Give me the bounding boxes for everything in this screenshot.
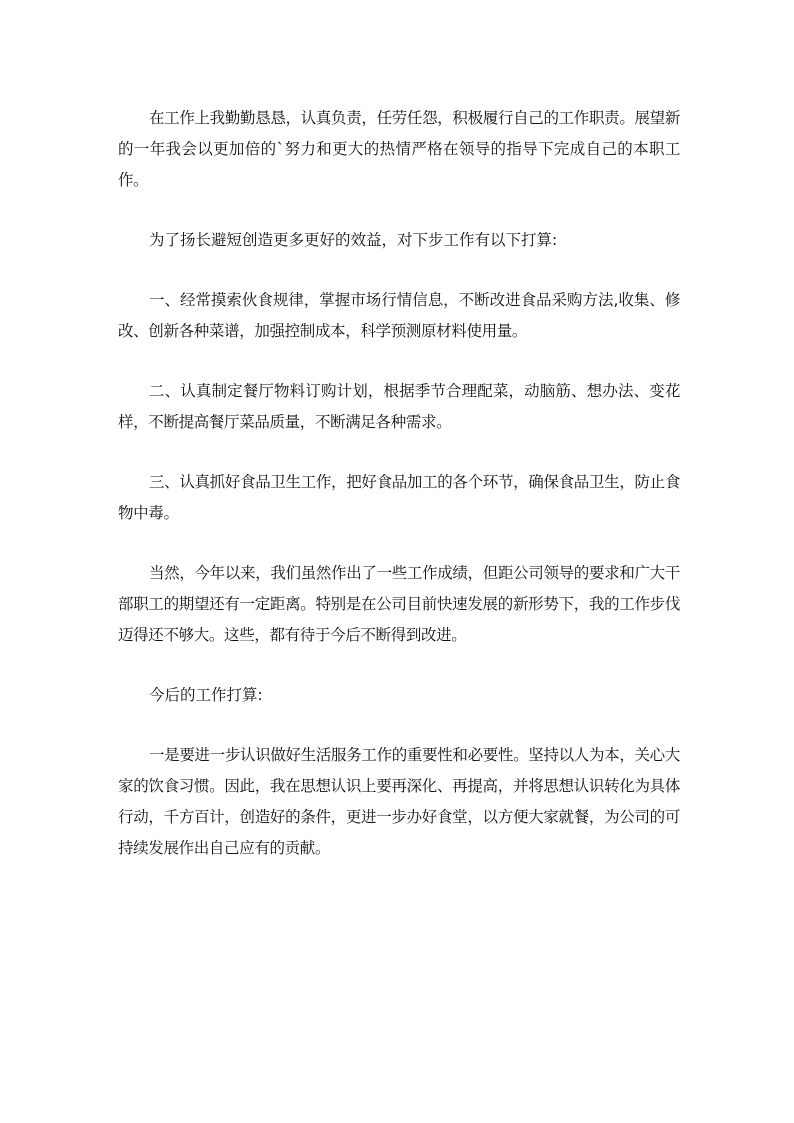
paragraph-future-plan-1: 一是要进一步认识做好生活服务工作的重要性和必要性。坚持以人为本，关心大家的饮食习惯。因此，我在思想认识上要再深化、再提高，并将思想认识转化为具体行动，千方百计，创造好的条件，更进一步办好食堂，以方便大家就餐，为公司的可持续发展作出自己应有的贡献。 (118, 746, 680, 857)
paragraph-plan-intro: 为了扬长避短创造更多更好的效益，对下步工作有以下打算: (149, 231, 558, 249)
document-body (118, 103, 680, 893)
paragraph-work-attitude: 在工作上我勤勤恳恳，认真负责，任劳任怨，积极履行自己的工作职责。展望新的一年我会以更加倍的`努力和更大的热情严格在领导的指导下完成自己的本职工作。 (118, 109, 680, 189)
paragraph-shortcomings: 当然，今年以来，我们虽然作出了一些工作成绩，但距公司领导的要求和广大干部职工的期望还有一定距离。特别是在公司目前快速发展的新形势下，我的工作步伐迈得还不够大。这些，都有待于今后不断得到改进。 (118, 564, 680, 644)
paragraph-plan-item-2: 二、认真制定餐厅物料订购计划，根据季节合理配菜，动脑筋、想办法、变花样，不断提高餐厅菜品质量，不断满足各种需求。 (118, 382, 680, 431)
paragraph-plan-item-3: 三、认真抓好食品卫生工作，把好食品加工的各个环节，确保食品卫生，防止食物中毒。 (118, 473, 680, 522)
paragraph-future-plan-heading: 今后的工作打算: (149, 686, 263, 704)
paragraph-plan-item-1: 一、经常摸索伙食规律，掌握市场行情信息，不断改进食品采购方法,收集、修改、创新各种菜谱，加强控制成本，科学预测原材料使用量。 (118, 291, 680, 340)
